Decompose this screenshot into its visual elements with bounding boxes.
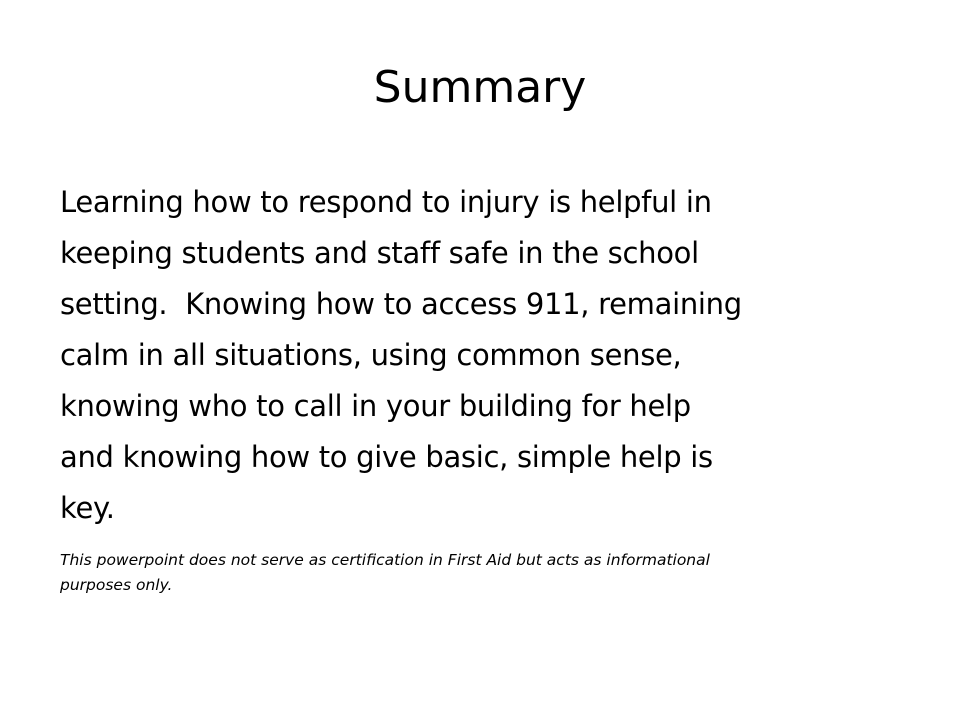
summary-line: Learning how to respond to injury is helpful in — [60, 185, 712, 219]
slide-title: Summary — [373, 62, 587, 113]
summary-line: setting. Knowing how to access 911, remaining — [60, 287, 742, 321]
summary-line: key. — [60, 491, 115, 525]
summary-line: keeping students and staff safe in the school — [60, 236, 699, 270]
disclaimer-line: purposes only. — [60, 576, 173, 594]
summary-paragraph — [60, 177, 900, 534]
summary-line: knowing who to call in your building for help — [60, 389, 691, 423]
summary-line: calm in all situations, using common sense, — [60, 338, 682, 372]
disclaimer-line: This powerpoint does not serve as certification in First Aid but acts as informational — [60, 551, 710, 569]
disclaimer-note — [60, 548, 900, 598]
summary-line: and knowing how to give basic, simple help is — [60, 440, 713, 474]
slide-body — [60, 177, 900, 598]
